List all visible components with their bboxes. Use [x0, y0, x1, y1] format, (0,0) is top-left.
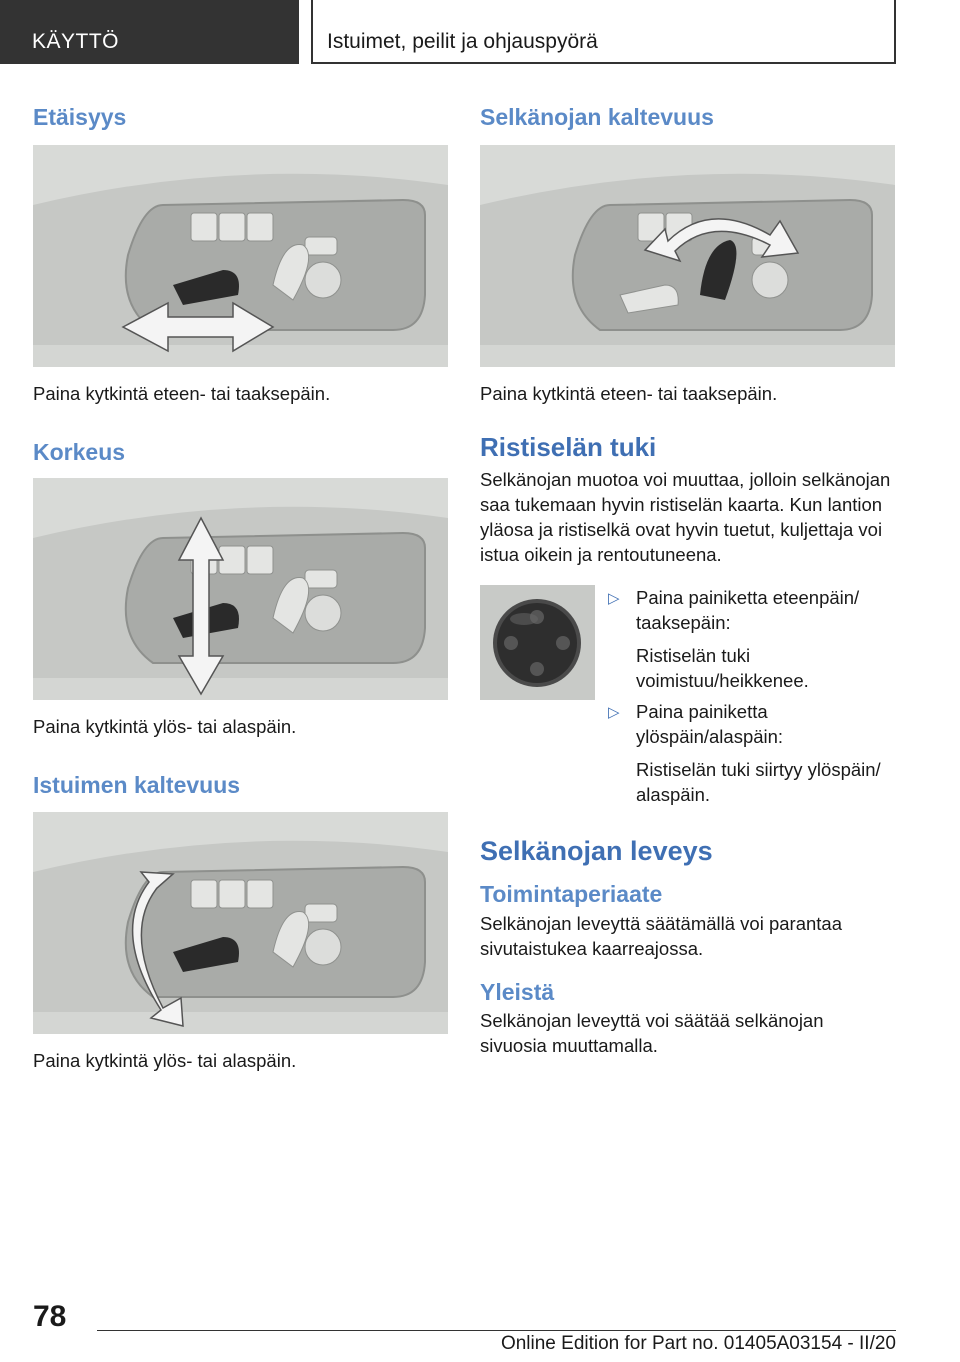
backrest-tilt-heading: Selkänojan kaltevuus [480, 104, 714, 130]
lumbar-bullet-2-result: Ristiselän tuki siirtyy ylöspäin/ alaspäin. [636, 758, 881, 805]
backrest-width-heading: Selkänojan leveys [480, 835, 713, 866]
lumbar-instructions [608, 585, 898, 807]
distance-caption: Paina kytkintä eteen- tai taaksepäin. [33, 382, 331, 404]
lumbar-row [480, 585, 895, 815]
lumbar-bullet-2: Paina painiketta ylöspäin/alaspäin: [636, 700, 784, 747]
header-chapter-box [311, 0, 896, 64]
principle-text: Selkänojan leveyttä säätämällä voi parantaa sivutaistukea kaarreajossa. [480, 912, 843, 959]
lumbar-intro: Selkänojan muotoa voi muuttaa, jolloin selkänojan saa tukemaan hyvin ristiselän kaarta. Kun lantion yläosa ja ristiselkä ovat hyvin tuetut, kuljettaja voi istua oikein ja rentoutuneena. [480, 468, 891, 565]
distance-figure [33, 145, 448, 367]
footer-edition: Online Edition for Part no. 01405A03154 - II/20 [500, 1333, 896, 1354]
distance-heading: Etäisyys [33, 104, 127, 130]
footer-divider [97, 1330, 896, 1331]
right-column [480, 96, 895, 1058]
header-chapter-title: Istuimet, peilit ja ohjauspyörä [327, 30, 598, 53]
backrest-tilt-caption: Paina kytkintä eteen- tai taaksepäin. [480, 382, 778, 404]
list-item [608, 585, 898, 635]
principle-heading: Toimintaperiaate [480, 881, 663, 908]
height-heading: Korkeus [33, 438, 126, 465]
header-section-tab [0, 0, 299, 64]
seat-tilt-caption: Paina kytkintä ylös- tai alaspäin. [33, 1049, 297, 1071]
seat-tilt-heading: Istuimen kaltevuus [33, 772, 241, 799]
lumbar-bullet-1: Paina painiketta eteenpäin/ taaksepäin: [636, 586, 860, 633]
triangle-bullet-icon: ▷ [608, 589, 620, 607]
lumbar-button-figure [480, 585, 595, 700]
lumbar-bullet-1-result: Ristiselän tuki voimistuu/heikkenee. [636, 644, 809, 691]
left-column [33, 96, 448, 1073]
height-figure [33, 478, 448, 700]
header-section-title: KÄYTTÖ [32, 30, 120, 53]
height-caption: Paina kytkintä ylös- tai alaspäin. [33, 716, 297, 738]
lumbar-heading: Ristiselän tuki [480, 431, 657, 462]
backrest-tilt-figure [480, 145, 895, 367]
general-text: Selkänojan leveyttä voi säätää selkänojan sivuosia muuttamalla. [480, 1010, 824, 1057]
list-item [608, 699, 898, 749]
seat-tilt-figure [33, 812, 448, 1034]
triangle-bullet-icon: ▷ [608, 703, 620, 721]
general-heading: Yleistä [480, 978, 555, 1005]
page-number: 78 [33, 1300, 67, 1333]
